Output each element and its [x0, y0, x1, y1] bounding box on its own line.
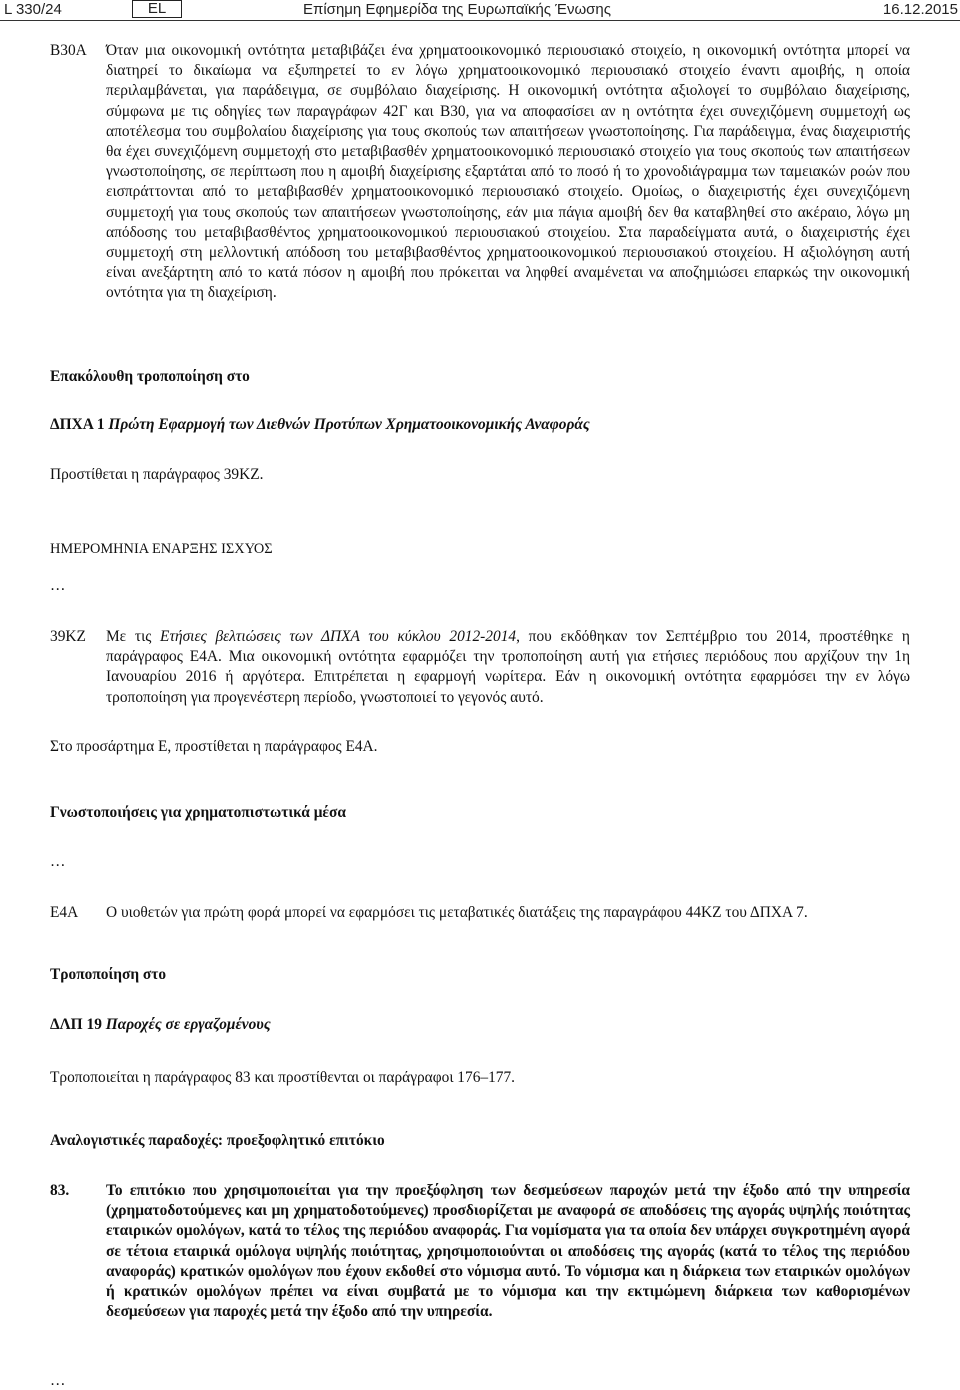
omission-ellipsis: … — [50, 853, 66, 870]
standard-title-ifrs1 — [50, 415, 910, 435]
standard-code: ΔΛΠ 19 — [50, 1016, 106, 1033]
section-heading-financial-instruments: Γνωστοποιήσεις για χρηματοπιστωτικά μέσα — [50, 804, 346, 821]
standard-name: Πρώτη Εφαρμογή των Διεθνών Προτύπων Χρηματοοικονομικής Αναφοράς — [108, 416, 590, 433]
paragraph-39kz-italic: Ετήσιες βελτιώσεις των ΔΠΧΑ του κύκλου 2012-2014 — [160, 628, 517, 645]
standard-name: Παροχές σε εργαζομένους — [105, 1016, 271, 1033]
paragraph-39kz-pre: Με τις — [106, 628, 161, 645]
section-heading-amendment-ias19: Τροποποίηση στο — [50, 966, 167, 983]
section-heading-amendment: Επακόλουθη τροποποίηση στο — [50, 368, 250, 385]
subheading-discount-rate: Αναλογιστικές παραδοχές: προεξοφλητικό επιτόκιο — [50, 1132, 385, 1149]
paragraph-39kz — [106, 627, 910, 708]
omission-ellipsis: … — [50, 577, 66, 594]
added-paragraph-note: Προστίθεται η παράγραφος 39ΚΖ. — [50, 466, 264, 483]
paragraph-number-39kz: 39ΚΖ — [50, 628, 86, 645]
paragraph-39kz-post: , που εκδόθηκαν τον Σεπτέμβριο του 2014, προστέθηκε η παράγραφος Ε4Α. Μια οικονομική οντότητα εφαρμόζει την τροποποίηση αυτή για ετήσιες περιόδους που αρχίζουν την 1η Ιανουαρίου 2016 ή αργότερα. Επιτρέπεται η εφαρμογή νωρίτερα. Εάν η οικονομική οντότητα εφαρμόσει την εν λόγω τροποποίηση για προγενέστερη περίοδο, γνωστοποιεί το γεγονός αυτό. — [106, 628, 910, 706]
standard-code: ΔΠΧΑ 1 — [50, 416, 109, 433]
paragraph-number-b30a: B30A — [50, 42, 87, 59]
page-reference: L 330/24 — [4, 1, 62, 18]
header-divider — [0, 20, 960, 21]
amended-paragraphs-note: Τροποποιείται η παράγραφος 83 και προστίθενται οι παράγραφοι 176–177. — [50, 1069, 516, 1086]
paragraph-number-83: 83. — [50, 1182, 70, 1199]
omission-ellipsis: … — [50, 1372, 66, 1389]
publication-date: 16.12.2015 — [882, 1, 958, 18]
appendix-note: Στο προσάρτημα Ε, προστίθεται η παράγραφος Ε4Α. — [50, 738, 378, 755]
journal-title: Επίσημη Εφημερίδα της Ευρωπαϊκής Ένωσης — [303, 1, 611, 18]
effective-date-heading: ΗΜΕΡΟΜΗΝΙΑ ΕΝΑΡΞΗΣ ΙΣΧΥΟΣ — [50, 541, 273, 557]
paragraph-number-e4a: Ε4Α — [50, 904, 79, 921]
paragraph-b30a: Όταν μια οικονομική οντότητα μεταβιβάζει ένα χρηματοοικονομικό περιουσιακό στοιχείο, η οικονομική οντότητα μπορεί να διατηρεί το δικαίωμα να εξυπηρετεί το εν λόγω χρηματοοικονομικό περιουσιακό στοιχείο έναντι αμοιβής, η οποία περιλαμβάνεται, για παράδειγμα, σε συμβόλαιο διαχείρισης. Η οικονομική οντότητα αξιολογεί το συμβόλαιο διαχείρισης, σύμφωνα με τις οδηγίες των παραγράφων 42Γ και B30, για να αποφασίσει αν η οντότητα έχει συνεχιζόμενη συμμετοχή ως αποτέλεσμα του συμβολαίου διαχείρισης για τους σκοπούς των απαιτήσεων γνωστοποίησης. Για παράδειγμα, ένας διαχειριστής θα έχει συνεχιζόμενη συμμετοχή στο μεταβιβασθέν χρηματοοικονομικό περιουσιακό στοιχείο για τους σκοπούς των απαιτήσεων γνωστοποίησης, σε περίπτωση που η αμοιβή διαχείρισης εξαρτάται από το ποσό ή το χρονοδιάγραμμα των ταμειακών ροών που εισπράττονται από το μεταβιβασθέν χρηματοοικονομικό περιουσιακό στοιχείο. Ομοίως, ο διαχειριστής έχει συνεχιζόμενη συμμετοχή για τους σκοπούς των απαιτήσεων γνωστοποίησης, εάν μια πάγια αμοιβή δεν θα καταβληθεί στο ακέραιο, λόγω μη απόδοσης του μεταβιβασθέντος χρηματοοικονομικού περιουσιακού στοιχείου. Στα παραδείγματα αυτά, ο διαχειριστής έχει συμμετοχή στη μελλοντική απόδοση του μεταβιβασθέντος χρηματοοικονομικού περιουσιακού στοιχείου. Η αξιολόγηση αυτή είναι ανεξάρτητη από το κατά πόσον η αμοιβή που πρόκειται να ληφθεί αναμένεται να αποζημιώσει επαρκώς την οικονομική οντότητα για τη διαχείριση. — [106, 42, 910, 302]
language-box: EL — [132, 0, 182, 18]
paragraph-83: Το επιτόκιο που χρησιμοποιείται για την προεξόφληση των δεσμεύσεων παροχών μετά την έξοδο από την υπηρεσία (χρηματοδοτούμενες και μη χρηματοδοτούμενες) προσδιορίζεται με αναφορά σε αποδόσεις της αγοράς υψηλής ποιότητας εταιρικών ομολόγων, κατά το τέλος της περιόδου αναφοράς. Για νομίσματα για τα οποία δεν υπάρχει συγκροτημένη αγορά σε τέτοια εταιρικά ομόλογα υψηλής ποιότητας, χρησιμοποιούνται οι αποδόσεις της αγοράς (κατά το τέλος της περιόδου αναφοράς) κρατικών ομολόγων που έχουν εκδοθεί στο νόμισμα αυτό. Το νόμισμα και η διάρκεια των εταιρικών ομολόγων ή κρατικών ομολόγων πρέπει να είναι συμβατά με το νόμισμα και την εκτιμώμενη διάρκεια των καθορισμένων δεσμεύσεων για παροχές μετά την έξοδο από την υπηρεσία. — [106, 1182, 910, 1321]
standard-title-ias19 — [50, 1015, 910, 1035]
paragraph-e4a: Ο υιοθετών για πρώτη φορά μπορεί να εφαρμόσει τις μεταβατικές διατάξεις της παραγράφου 44ΚΖ του ΔΠΧΑ 7. — [106, 904, 808, 921]
